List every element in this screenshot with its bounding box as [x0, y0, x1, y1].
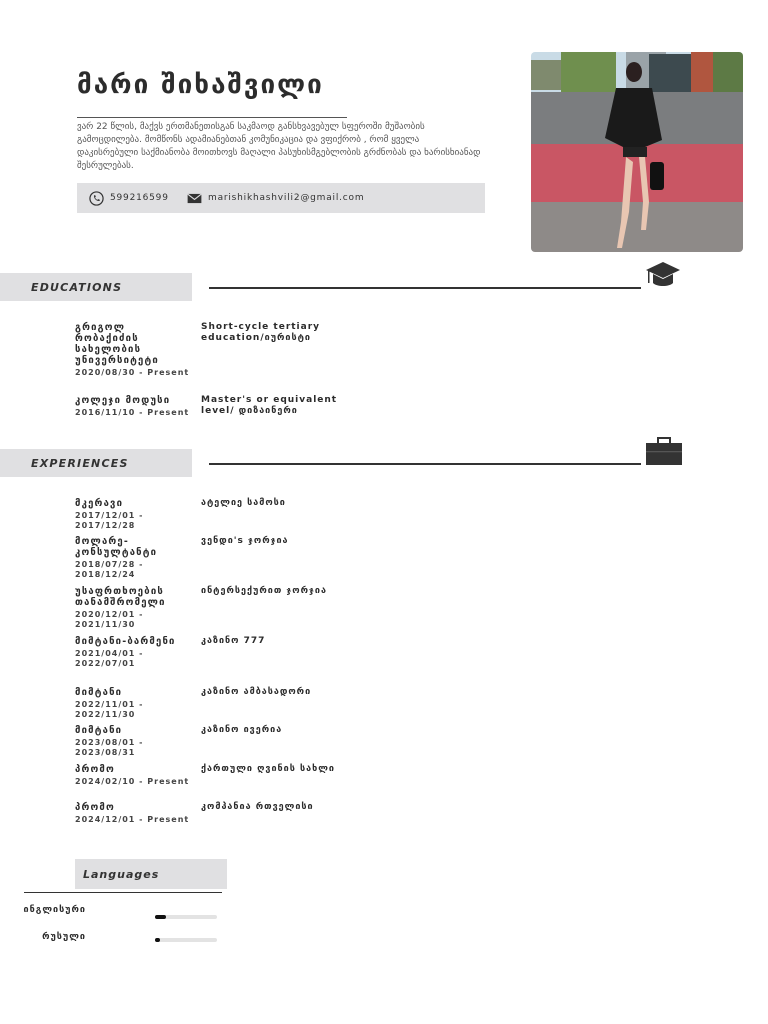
language-level-bar: [155, 915, 217, 919]
experience-company: ქართული ღვინის სახლი: [201, 764, 335, 774]
education-institution: გრიგოლ რობაქიძის სახელობის უნივერსიტეტი: [75, 322, 159, 366]
experience-role: მკერავი: [75, 498, 124, 509]
experiences-heading: EXPERIENCES: [0, 449, 192, 477]
experience-company: კაზინო 777: [201, 636, 266, 646]
experience-dates: 2021/04/01 - 2022/07/01: [75, 649, 144, 668]
education-degree: Short-cycle tertiary education/იურისტი: [201, 322, 321, 343]
name-underline: [77, 117, 347, 118]
experience-dates: 2018/07/28 - 2018/12/24: [75, 560, 144, 579]
phone-number: 599216599: [110, 193, 169, 203]
experience-company: კომპანია რთველისი: [201, 802, 314, 812]
experience-item-3: [75, 586, 193, 630]
educations-heading: EDUCATIONS: [0, 273, 192, 301]
phone-contact[interactable]: [89, 183, 169, 213]
experience-company: ვენდი's ჯორჯია: [201, 536, 289, 546]
experience-role: მიმტანი-ბარმენი: [75, 636, 176, 647]
language-level-bar: [155, 938, 217, 942]
education-dates: 2016/11/10 - Present: [75, 408, 190, 417]
experience-item-4: [75, 636, 193, 669]
education-dates: 2020/08/30 - Present: [75, 368, 190, 377]
contact-bar: [77, 183, 485, 213]
experience-item-8: [75, 802, 193, 825]
graduation-cap-icon: [645, 261, 681, 289]
educations-divider: [209, 287, 641, 289]
experience-dates: 2017/12/01 - 2017/12/28: [75, 511, 144, 530]
education-item-2: [75, 395, 193, 418]
experience-role: უსაფრთხოების თანამშრომელი: [75, 586, 166, 608]
experience-dates: 2023/08/01 - 2023/08/31: [75, 738, 144, 757]
experience-item-6: [75, 725, 193, 758]
language-level-fill: [155, 938, 160, 942]
envelope-icon: [187, 193, 202, 204]
experience-role: მიმტანი: [75, 687, 123, 698]
experience-dates: 2024/12/01 - Present: [75, 815, 190, 824]
education-degree: Master's or equivalent level/ დიზაინერი: [201, 395, 338, 416]
experience-dates: 2022/11/01 - 2022/11/30: [75, 700, 144, 719]
experience-role: მოლარე-კონსულტანტი: [75, 536, 158, 558]
language-name: რუსული: [42, 932, 86, 942]
experience-role: პრომო: [75, 764, 115, 775]
experience-company: კაზინო ამბასადორი: [201, 687, 312, 697]
experience-dates: 2024/02/10 - Present: [75, 777, 190, 786]
experiences-divider: [209, 463, 641, 465]
language-level-fill: [155, 915, 166, 919]
education-institution: კოლეჯი მოდუსი: [75, 395, 171, 406]
email-address: marishikhashvili2@gmail.com: [208, 193, 365, 203]
experience-company: კაზინო ივერია: [201, 725, 283, 735]
language-name: ინგლისური: [23, 905, 86, 915]
email-contact[interactable]: [187, 183, 364, 213]
experience-item-2: [75, 536, 193, 580]
experience-company: ინტერსექურით ჯორჯია: [201, 586, 327, 596]
experience-dates: 2020/12/01 - 2021/11/30: [75, 610, 144, 629]
profile-photo: [531, 52, 743, 252]
briefcase-icon: [646, 437, 682, 465]
profile-summary: ვარ 22 წლის, მაქვს ერთმანეთისგან საკმაოდ განსხვავებულ სფეროში მუშაობის გამოცდილება. მომწონს ადამიანებთან კომუნიკაცია და ვფიქრობ , რომ ყველა დაკისრებული საქმიანობა მოითხოვს მაღალი პასუხისმგებლობის გრძნობას და ხარისხიანად შესრულებას.: [77, 122, 481, 171]
education-item-1: [75, 322, 193, 378]
languages-heading: Languages: [75, 859, 227, 889]
phone-icon: [89, 191, 104, 206]
experience-company: ატელიე სამოსი: [201, 498, 286, 508]
experience-item-7: [75, 764, 193, 787]
experience-item-1: [75, 498, 193, 531]
person-name: მარი შიხაშვილი: [77, 70, 324, 100]
experience-role: მიმტანი: [75, 725, 123, 736]
experience-role: პრომო: [75, 802, 115, 813]
languages-divider: [24, 892, 222, 893]
experience-item-5: [75, 687, 193, 720]
